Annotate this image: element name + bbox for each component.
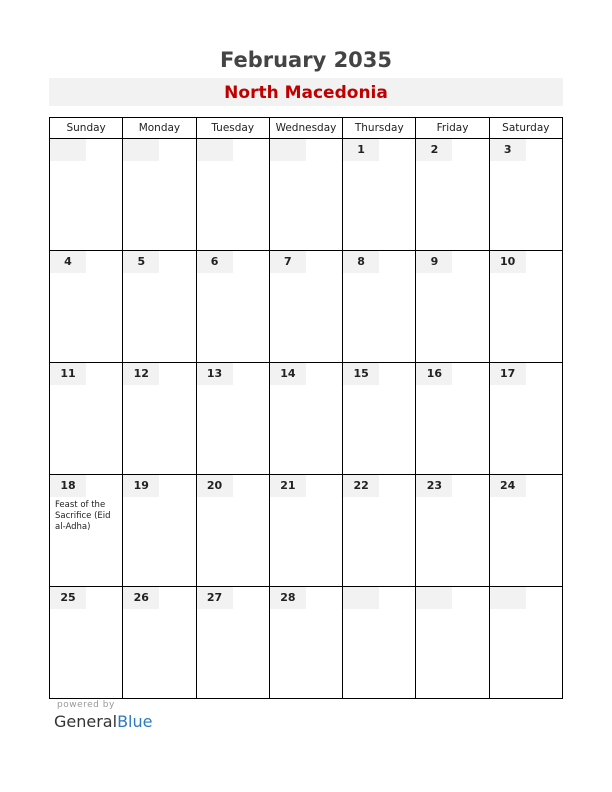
day-number-box bbox=[490, 587, 526, 609]
weekday-saturday: Saturday bbox=[489, 118, 562, 139]
day-number: 22 bbox=[353, 479, 369, 492]
weekday-wednesday: Wednesday bbox=[269, 118, 342, 139]
weekday-thursday: Thursday bbox=[343, 118, 416, 139]
day-cell bbox=[50, 139, 123, 251]
day-cell bbox=[196, 475, 269, 587]
weekday-sunday: Sunday bbox=[50, 118, 123, 139]
day-cell bbox=[123, 363, 196, 475]
weekday-monday: Monday bbox=[123, 118, 196, 139]
day-cell bbox=[269, 587, 342, 699]
day-number: 5 bbox=[137, 255, 146, 268]
calendar-title: February 2035 bbox=[219, 48, 393, 72]
day-number: 25 bbox=[60, 591, 76, 604]
day-number-box bbox=[50, 139, 86, 161]
day-cell bbox=[489, 475, 562, 587]
day-number: 15 bbox=[353, 367, 369, 380]
day-cell bbox=[416, 139, 489, 251]
day-cell bbox=[123, 251, 196, 363]
calendar-grid bbox=[49, 117, 563, 699]
day-cell bbox=[269, 363, 342, 475]
day-number: 7 bbox=[284, 255, 292, 268]
country-name: North Macedonia bbox=[49, 78, 563, 106]
day-number: 26 bbox=[133, 591, 149, 604]
day-cell bbox=[489, 363, 562, 475]
day-cell bbox=[123, 475, 196, 587]
day-cell bbox=[343, 363, 416, 475]
day-number-box bbox=[416, 587, 452, 609]
holiday-label: Feast of the Sacrifice (Eid al-Adha) bbox=[55, 500, 111, 532]
day-cell bbox=[123, 139, 196, 251]
day-number-box bbox=[197, 139, 233, 161]
week-row bbox=[50, 251, 563, 363]
powered-by-label: powered by bbox=[57, 700, 115, 710]
day-cell bbox=[416, 587, 489, 699]
day-cell bbox=[196, 587, 269, 699]
day-cell bbox=[489, 251, 562, 363]
day-cell bbox=[343, 587, 416, 699]
day-number: 12 bbox=[133, 367, 149, 380]
weekday-tuesday: Tuesday bbox=[196, 118, 269, 139]
week-row bbox=[50, 363, 563, 475]
day-number-box bbox=[343, 587, 379, 609]
day-number: 6 bbox=[210, 255, 219, 268]
day-number: 27 bbox=[206, 591, 223, 604]
day-cell bbox=[50, 587, 123, 699]
brand-part1: General bbox=[54, 712, 118, 731]
day-cell bbox=[50, 475, 123, 587]
day-number: 4 bbox=[64, 255, 72, 268]
day-number: 16 bbox=[426, 367, 443, 380]
weekday-header-row bbox=[50, 118, 563, 139]
day-number: 8 bbox=[357, 255, 365, 268]
day-number-box bbox=[270, 139, 306, 161]
day-number: 20 bbox=[206, 479, 223, 492]
day-number: 19 bbox=[133, 479, 149, 492]
day-number: 13 bbox=[206, 367, 223, 380]
day-cell bbox=[269, 251, 342, 363]
day-number: 9 bbox=[430, 255, 439, 268]
week-row bbox=[50, 475, 563, 587]
day-number: 1 bbox=[357, 143, 365, 156]
day-cell bbox=[416, 475, 489, 587]
day-number: 2 bbox=[430, 143, 439, 156]
day-cell bbox=[343, 475, 416, 587]
day-number: 14 bbox=[280, 367, 296, 380]
day-cell bbox=[50, 363, 123, 475]
day-cell bbox=[343, 139, 416, 251]
day-cell bbox=[196, 139, 269, 251]
brand-logo bbox=[54, 712, 152, 731]
day-cell bbox=[416, 363, 489, 475]
weekday-friday: Friday bbox=[416, 118, 489, 139]
day-cell bbox=[123, 587, 196, 699]
day-number: 17 bbox=[500, 367, 516, 380]
day-number-box bbox=[123, 139, 159, 161]
week-row bbox=[50, 139, 563, 251]
day-number: 21 bbox=[280, 479, 296, 492]
day-number: 23 bbox=[426, 479, 443, 492]
brand-part2: Blue bbox=[117, 712, 153, 731]
day-number: 28 bbox=[280, 591, 296, 604]
day-cell bbox=[489, 139, 562, 251]
day-number: 24 bbox=[500, 479, 516, 492]
day-cell bbox=[196, 363, 269, 475]
week-row bbox=[50, 587, 563, 699]
day-cell bbox=[489, 587, 562, 699]
day-cell bbox=[416, 251, 489, 363]
day-number: 10 bbox=[500, 255, 516, 268]
day-cell bbox=[269, 475, 342, 587]
day-cell bbox=[196, 251, 269, 363]
day-number: 11 bbox=[60, 367, 76, 380]
day-cell bbox=[50, 251, 123, 363]
day-cell bbox=[269, 139, 342, 251]
day-cell bbox=[343, 251, 416, 363]
day-number: 3 bbox=[503, 143, 512, 156]
day-number: 18 bbox=[60, 479, 76, 492]
